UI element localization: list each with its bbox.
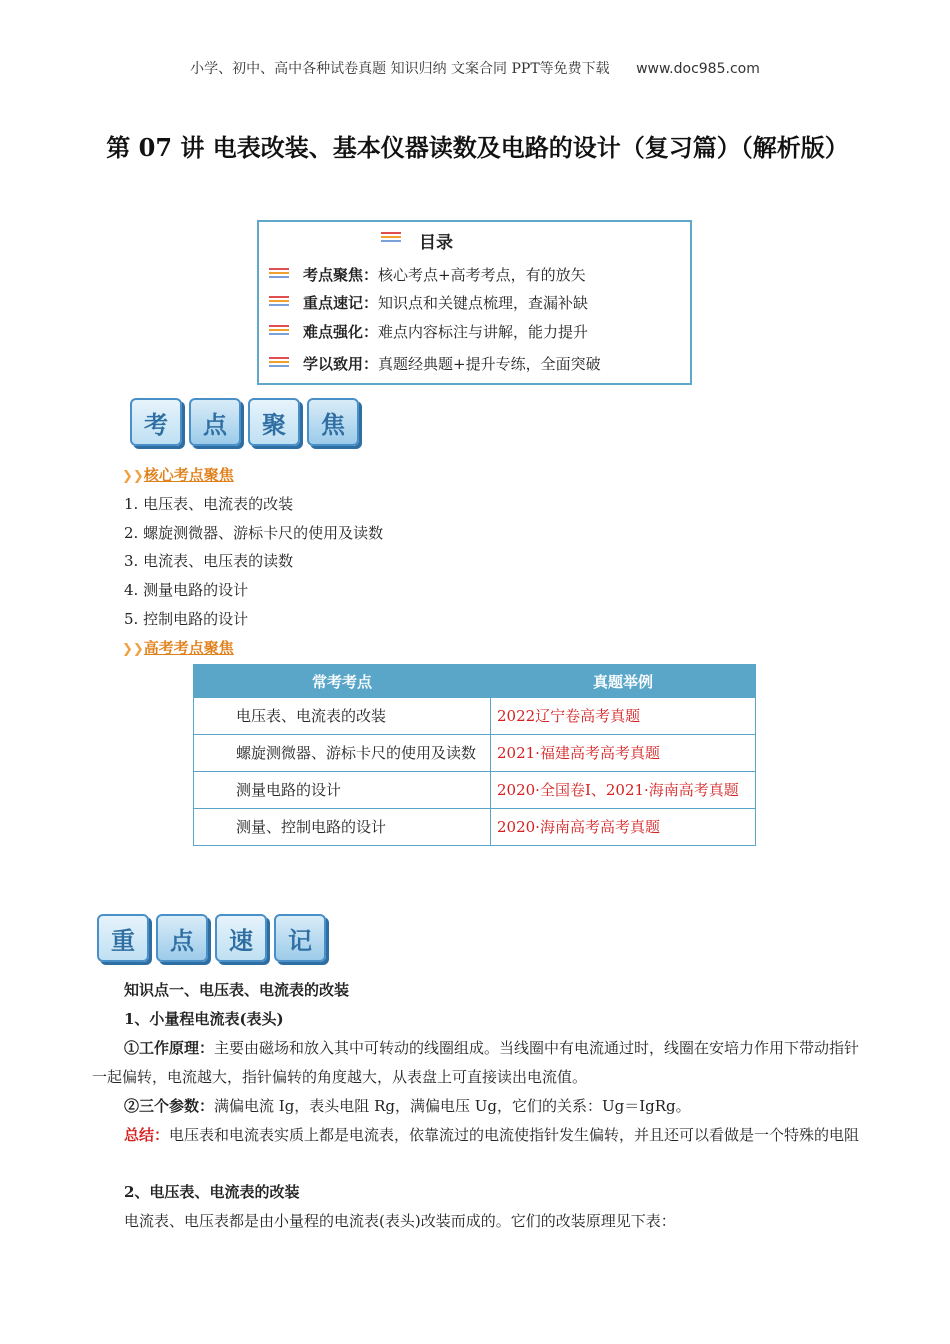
summary-label: 总结：: [124, 1126, 170, 1144]
banner-tile: 记: [274, 914, 326, 962]
gaokao-heading-text: 高考考点聚焦: [143, 639, 234, 657]
banner-tile: 焦: [307, 398, 359, 446]
banner-tile: 考: [130, 398, 182, 446]
paragraph-text: 主要由磁场和放入其中可转动的线圈组成。当线圈中有电流通过时，线圈在安培力作用下带动指针一起偏转，电流越大，指针偏转的角度越大，从表盘上可直接读出电流值。: [92, 1039, 860, 1086]
exam-example-cell[interactable]: 2020·全国卷Ⅰ、2021·海南高考真题: [491, 772, 756, 809]
exam-point-cell: 螺旋测微器、游标卡尺的使用及读数: [194, 735, 491, 772]
toc-item-desc: 知识点和关键点梳理，查漏补缺: [378, 294, 589, 312]
toc-item-key: 难点强化：: [303, 323, 379, 341]
page-header-note: [0, 58, 950, 78]
table-header-row: [194, 665, 756, 698]
toc-item-key: 考点聚焦：: [303, 266, 379, 284]
paragraph-label: ①工作原理：: [124, 1039, 215, 1057]
parameters-paragraph: [124, 1092, 864, 1121]
section-banner-focus: [130, 398, 359, 446]
list-item: 5. 控制电路的设计: [124, 610, 249, 628]
exam-point-cell: 测量、控制电路的设计: [194, 809, 491, 846]
subsection-heading: 1、小量程电流表(表头): [124, 1010, 284, 1028]
summary-paragraph: [92, 1121, 862, 1150]
section-banner-keypoints: [97, 914, 326, 962]
list-item: 3. 电流表、电压表的读数: [124, 552, 294, 570]
banner-tile: 速: [215, 914, 267, 962]
toc-heading-text: 目录: [419, 233, 453, 253]
paragraph-text: 电压表和电流表实质上都是电流表，依靠流过的电流使指针发生偏转，并且还可以看做是一个特殊的电阻: [169, 1126, 860, 1144]
table-row: [194, 698, 756, 735]
list-icon: [381, 232, 401, 247]
intro-paragraph: 电流表、电压表都是由小量程的电流表(表头)改装而成的。它们的改装原理见下表：: [124, 1212, 676, 1230]
column-header: 常考考点: [194, 665, 491, 698]
toc-item[interactable]: [303, 321, 588, 342]
column-header: 真题举例: [491, 665, 756, 698]
list-item: 1. 电压表、电流表的改装: [124, 495, 294, 513]
exam-example-cell[interactable]: 2022辽宁卷高考真题: [491, 698, 756, 735]
list-item: 2. 螺旋测微器、游标卡尺的使用及读数: [124, 524, 384, 542]
double-chevron-icon: ❯❯: [122, 469, 144, 484]
list-item: 4. 测量电路的设计: [124, 581, 249, 599]
table-row: [194, 809, 756, 846]
knowledge-point-heading: 知识点一、电压表、电流表的改装: [124, 981, 350, 999]
exam-example-cell[interactable]: 2020·海南高考高考真题: [491, 809, 756, 846]
toc-item[interactable]: [303, 264, 586, 285]
toc-item-key: 重点速记：: [303, 294, 379, 312]
list-icon: [269, 296, 289, 311]
toc-item-desc: 核心考点+高考考点，有的放矢: [378, 266, 586, 284]
toc-heading: [419, 228, 453, 253]
toc-item[interactable]: [303, 292, 588, 313]
banner-tile: 点: [156, 914, 208, 962]
exam-points-table: [193, 664, 756, 846]
exam-point-cell: 测量电路的设计: [194, 772, 491, 809]
banner-tile: 聚: [248, 398, 300, 446]
toc-item-desc: 真题经典题+提升专练，全面突破: [378, 355, 601, 373]
exam-point-cell: 电压表、电流表的改装: [194, 698, 491, 735]
list-icon: [269, 268, 289, 283]
banner-tile: 重: [97, 914, 149, 962]
working-principle-paragraph: [92, 1034, 862, 1092]
list-icon: [269, 325, 289, 340]
list-icon: [269, 357, 289, 372]
subsection-heading: 2、电压表、电流表的改装: [124, 1183, 300, 1201]
table-row: [194, 735, 756, 772]
header-note-text: 小学、初中、高中各种试卷真题 知识归纳 文案合同 PPT等免费下载: [190, 61, 610, 77]
banner-tile: 点: [189, 398, 241, 446]
core-heading: [122, 464, 234, 485]
paragraph-label: ②三个参数：: [124, 1097, 215, 1115]
gaokao-heading: [122, 637, 234, 658]
toc-item-desc: 难点内容标注与讲解，能力提升: [378, 323, 589, 341]
table-of-contents: [257, 220, 692, 385]
toc-item-key: 学以致用：: [303, 355, 379, 373]
table-row: [194, 772, 756, 809]
core-heading-text: 核心考点聚焦: [143, 466, 234, 484]
page-title: 第 07 讲 电表改装、基本仪器读数及电路的设计（复习篇）（解析版）: [106, 133, 849, 162]
header-url[interactable]: www.doc985.com: [636, 61, 760, 77]
paragraph-text: 满偏电流 Ig，表头电阻 Rg，满偏电压 Ug，它们的关系：Ug＝IgRg。: [214, 1097, 691, 1115]
toc-item[interactable]: [303, 353, 601, 374]
exam-example-cell[interactable]: 2021·福建高考高考真题: [491, 735, 756, 772]
double-chevron-icon: ❯❯: [122, 642, 144, 657]
